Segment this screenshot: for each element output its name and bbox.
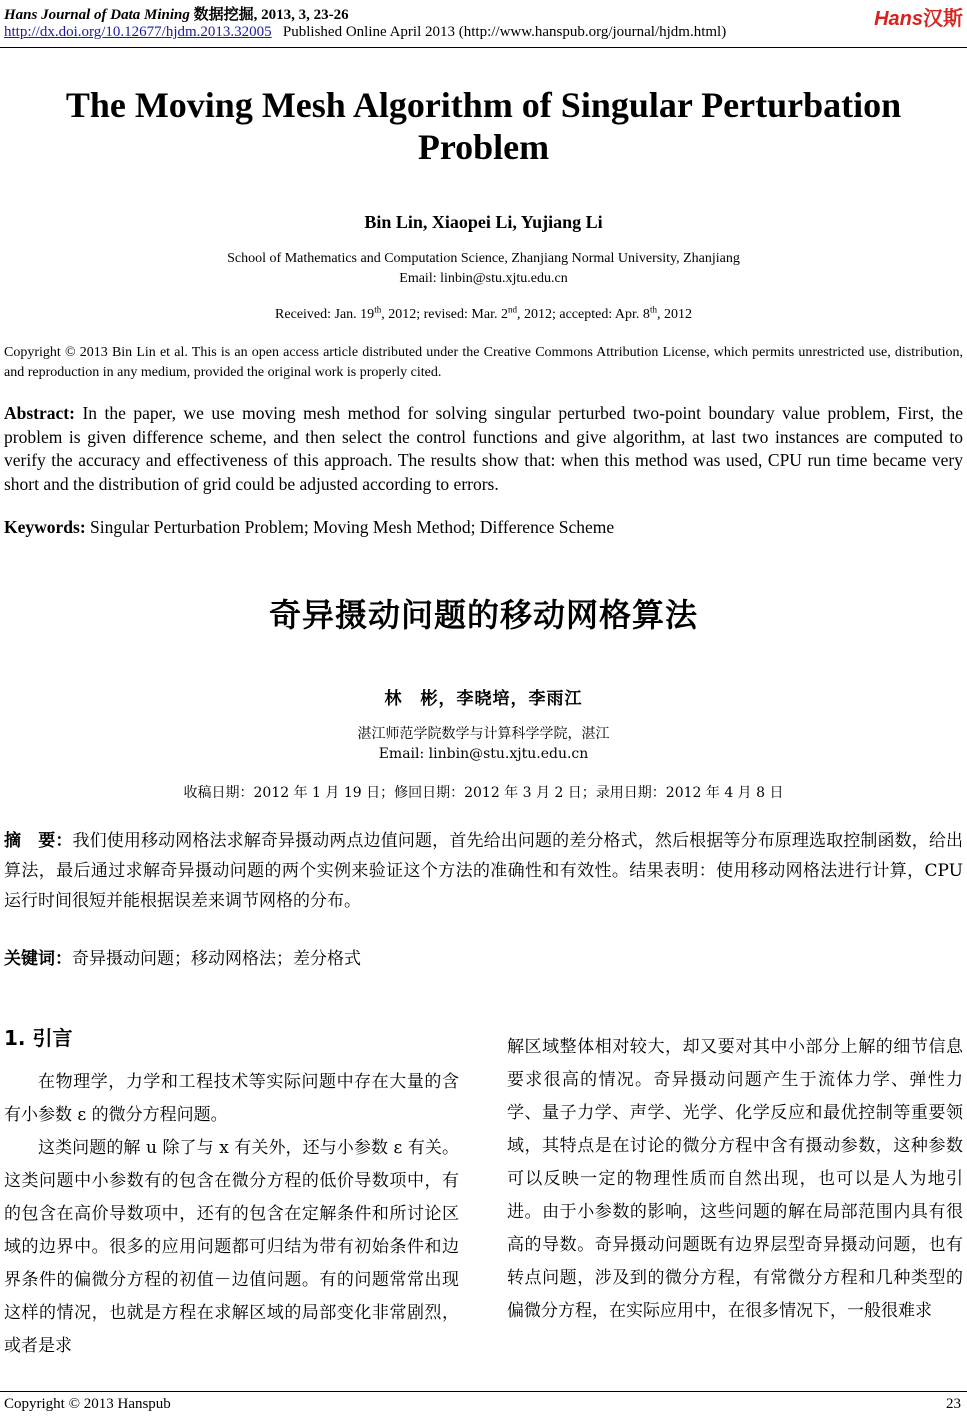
footer-copyright: Copyright © 2013 Hanspub: [4, 1396, 171, 1412]
dates-cn: 收稿日期：2012 年 1 月 19 日；修回日期：2012 年 3 月 2 日；录用日期：2012 年 4 月 8 日: [183, 785, 784, 801]
journal-issue: , 2013, 3, 23-26: [253, 7, 349, 23]
paper-title-cn: 奇异摄动问题的移动网格算法: [268, 596, 698, 634]
header-rule: [0, 47, 967, 48]
journal-name-cn: 数据挖掘: [193, 7, 254, 23]
email-en: Email: linbin@stu.xjtu.edu.cn: [399, 271, 568, 286]
body-left-column: [4, 1066, 459, 1363]
journal-subheader: [4, 24, 726, 41]
journal-name-en: Hans Journal of Data Mining: [4, 7, 190, 23]
dates-en: Received: Jan. 19th, 2012; revised: Mar. 2nd, 2012; accepted: Apr. 8th, 2012: [275, 304, 692, 322]
copyright-notice: Copyright © 2013 Bin Lin et al. This is an open access article distributed under the Creative Commons Attribution License, which permits unrestricted use, distribution, and reproduction in any medium, provided the original work is properly cited.: [4, 345, 963, 380]
doi-link[interactable]: http://dx.doi.org/10.12677/hjdm.2013.32005: [4, 24, 272, 40]
keywords-en: [4, 517, 614, 538]
authors-cn: 林 彬，李晓培，李雨江: [384, 689, 583, 709]
abstract-cn-text: 我们使用移动网格法求解奇异摄动两点边值问题，首先给出问题的差分格式，然后根据等分布原理选取控制函数，给出算法，最后通过求解奇异摄动问题的两个实例来验证这个方法的准确性和有效性。结果表明：使用移动网格法进行计算，CPU 运行时间很短并能根据误差来调节网格的分布。: [4, 831, 964, 911]
journal-header: [4, 3, 349, 24]
abstract-en: [4, 402, 963, 496]
hans-logo: Hans汉斯: [874, 8, 963, 30]
abstract-cn: [4, 826, 963, 916]
keywords-cn: [4, 944, 361, 969]
section-heading: 1. 引言: [4, 1026, 73, 1050]
email-cn: Email: linbin@stu.xjtu.edu.cn: [378, 746, 589, 762]
affiliation-en: School of Mathematics and Computation Science, Zhanjiang Normal University, Zhanjiang: [227, 251, 740, 266]
affiliation-cn: 湛江师范学院数学与计算科学学院，湛江: [357, 726, 610, 742]
abstract-text: In the paper, we use moving mesh method for solving singular perturbed two-point boundary value problem, First, the problem is given difference scheme, and then select the control functions and give algorithm, at last two instances are computed to verify the accuracy and effectiveness of this approach. The results show that: when this method was used, CPU run time became very short and the distribution of grid could be adjusted according to errors.: [4, 403, 963, 494]
abstract-cn-label: 摘 要：: [4, 831, 73, 851]
keywords-label: Keywords:: [4, 517, 86, 537]
published-online: Published Online April 2013 (http://www.hanspub.org/journal/hjdm.html): [282, 24, 727, 40]
paper-title-en: The Moving Mesh Algorithm of Singular Perturbation Problem: [65, 85, 902, 167]
keywords-cn-label: 关键词：: [4, 949, 72, 969]
keywords-text: Singular Perturbation Problem; Moving Mesh Method; Difference Scheme: [85, 517, 615, 537]
paragraph: 解区域整体相对较大，却又要对其中小部分上解的细节信息要求很高的情况。奇异摄动问题产生于流体力学、弹性力学、量子力学、声学、光学、化学反应和最优控制等重要领域，其特点是在讨论的微分方程中含有摄动参数，这种参数可以反映一定的物理性质而自然出现，也可以是人为地引进。由于小参数的影响，这些问题的解在局部范围内具有很高的导数。奇异摄动问题既有边界层型奇异摄动问题，也有转点问题，涉及到的微分方程，有常微分方程和几种类型的偏微分方程，在实际应用中，在很多情况下，一般很难求: [507, 1037, 963, 1321]
abstract-label: Abstract:: [4, 403, 75, 423]
page-number: 23: [946, 1396, 961, 1412]
paragraph: 在物理学，力学和工程技术等实际问题中存在大量的含有小参数 ε 的微分方程问题。: [4, 1072, 459, 1125]
keywords-cn-text: 奇异摄动问题；移动网格法；差分格式: [72, 949, 361, 969]
paragraph: 这类问题的解 u 除了与 x 有关外，还与小参数 ε 有关。这类问题中小参数有的包含在微分方程的低价导数项中，有的包含在高价导数项中，还有的包含在定解条件和所讨论区域的边界中。很多的应用问题都可归结为带有初始条件和边界条件的偏微分方程的初值－边值问题。有的问题常常出现这样的情况，也就是方程在求解区域的局部变化非常剧烈，或者是求: [4, 1138, 459, 1356]
body-right-column: [507, 1031, 963, 1328]
footer-rule: [0, 1391, 967, 1392]
authors-en: Bin Lin, Xiaopei Li, Yujiang Li: [364, 212, 603, 232]
